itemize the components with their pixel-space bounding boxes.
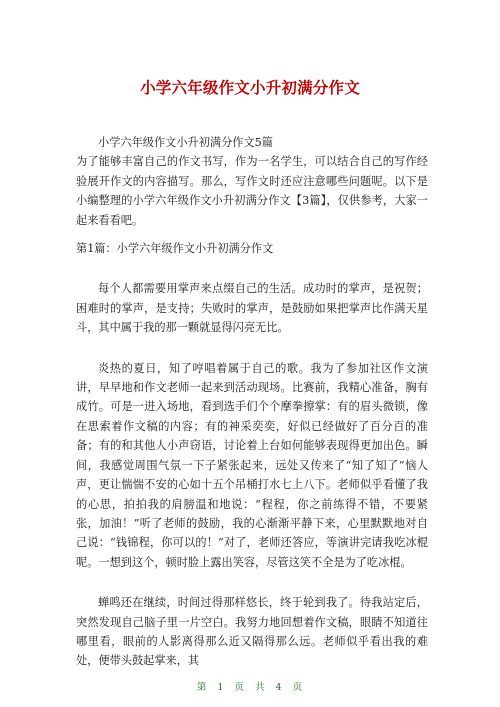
subtitle-paragraph: 小学六年级作文小升初满分作文5篇	[98, 136, 273, 149]
section-heading: 第1篇：小学六年级作文小升初满分作文	[76, 242, 274, 256]
page-number-footer: 第 1 页 共 4 页	[196, 682, 304, 693]
body-paragraph: 蝉鸣还在继续，时间过得那样悠长，终于轮到我了。待我站定后，突然发现自己脑子里一片空白。我努力地回想着作文稿，眼睛不知道往哪里看，眼前的人影离得那么近又隔得那么远。老师似乎看出我的难处，便带头鼓起掌来，其	[76, 596, 428, 668]
intro-paragraph: 为了能够丰富自己的作文书写，作为一名学生，可以结合自己的写作经验展开作文的内容描写。那么，写作文时还应注意哪些问题呢。以下是小编整理的小学六年级作文小升初满分作文【3篇】，仅供参考，大家一起来看看吧。	[76, 155, 428, 227]
document-body	[76, 133, 428, 671]
body-paragraph: 每个人都需要用掌声来点缀自己的生活。成功时的掌声，是祝贺；困难时的掌声，是支持；失败时的掌声，是鼓励如果把掌声比作满天星斗，其中属于我的那一颗就显得闪亮无比。	[76, 282, 428, 335]
document-title: 小学六年级作文小升初满分作文	[140, 79, 360, 97]
body-paragraph: 炎热的夏日，知了哼唱着属于自己的歌。我为了参加社区作文演讲，早早地和作文老师一起来到活动现场。比赛前，我精心准备，胸有成竹。可是一进入场地，看到选手们个个摩拳擦掌：有的眉头微锁，像在思索着作文稿的内容；有的神采奕奕，好似已经做好了百分百的准备；有的和其他人小声窃语，讨论着上台如何能够表现得更加出色。瞬间，我感觉周围气氛一下子紧张起来，远处又传来了“知了知了”恼人声，更让惴惴不安的心如十五个吊桶打水七上八下。老师似乎看懂了我的心思，拍拍我的肩膀温和地说：“程程，你之前练得不错，不要紧张，加油！”听了老师的鼓励，我的心渐渐平静下来，心里默默地对自己说：“钱锦程，你可以的！”对了，老师还答应，等演讲完请我吃冰棍呢。一想到这个，顿时脸上露出笑容，尽管这笑不全是为了吃冰棍。	[76, 361, 428, 569]
